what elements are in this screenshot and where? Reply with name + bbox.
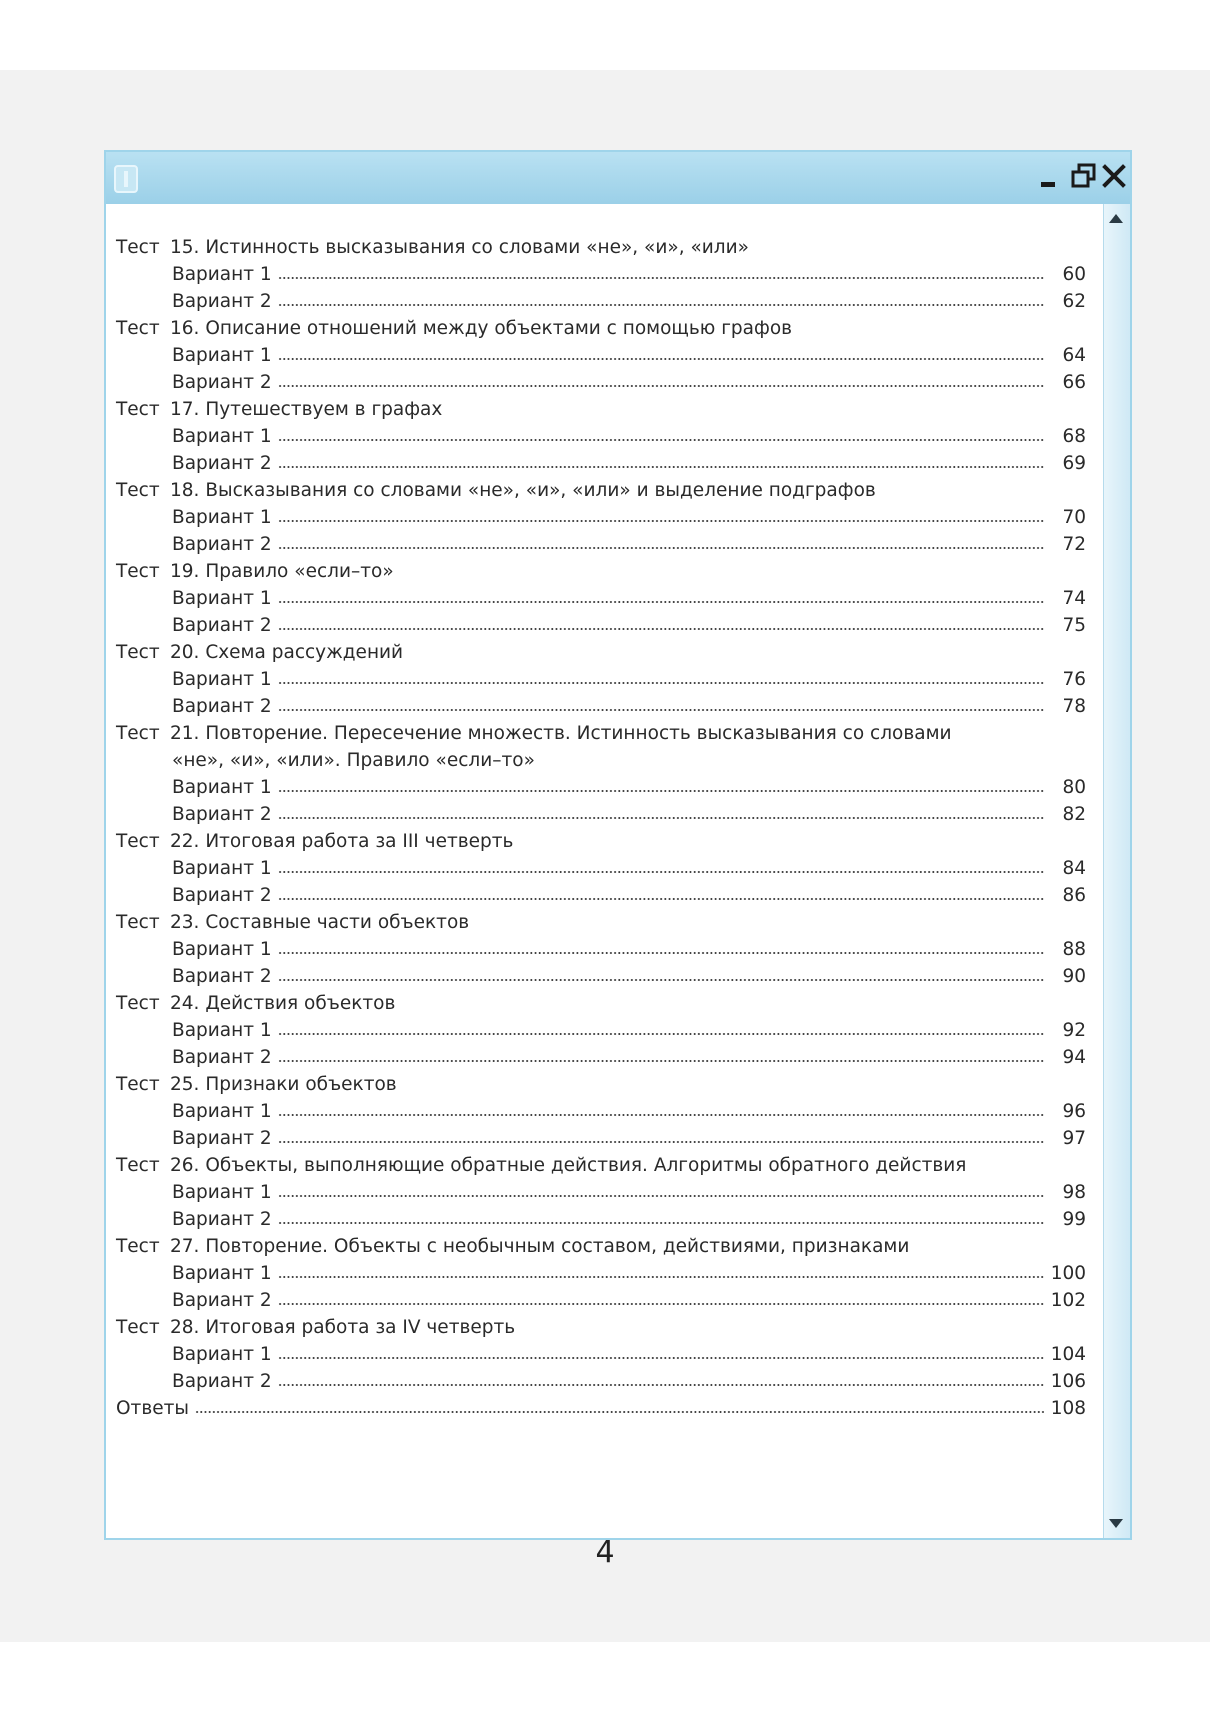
toc-test-title: Описание отношений между объектами с помощью графов [205,318,793,339]
toc-variant-name [172,450,278,477]
toc-variant-label: Вариант [172,858,255,879]
toc-variant-entry[interactable] [116,342,1086,369]
toc-variant-name [172,855,278,882]
toc-variant-label: Вариант [172,696,255,717]
toc-variant-number: 2 [259,453,272,474]
toc-test-number: 26. [170,1155,200,1176]
toc-test-label: Тест [116,831,160,852]
toc-variant-entry[interactable] [116,774,1086,801]
toc-test-label: Тест [116,480,160,501]
toc-test-label: Тест [116,561,160,582]
toc-variant-name [172,1206,278,1233]
toc-test-label: Тест [116,237,160,258]
toc-page-number: 69 [1062,453,1086,474]
toc-page-number: 98 [1062,1182,1086,1203]
toc-variant-number: 1 [259,939,272,960]
toc-test-heading [116,990,1086,1017]
toc-test-title: Повторение. Пересечение множеств. Истинность высказывания со словами [205,723,952,744]
toc-variant-entry[interactable] [116,1044,1086,1071]
toc-variant-number: 2 [259,1209,272,1230]
toc-variant-entry[interactable] [116,882,1086,909]
toc-variant-name [172,261,278,288]
toc-variant-entry[interactable] [116,801,1086,828]
scroll-track[interactable] [1104,234,1130,1508]
toc-leader-dots [278,464,1044,470]
toc-variant-entry[interactable] [116,1179,1086,1206]
toc-variant-name [172,1125,278,1152]
toc-variant-entry[interactable] [116,531,1086,558]
toc-variant-number: 2 [259,1047,272,1068]
toc-page-number: 75 [1062,615,1086,636]
toc-variant-name [172,531,278,558]
toc-variant-label: Вариант [172,507,255,528]
toc-variant-entry[interactable] [116,693,1086,720]
toc-leader-dots [278,383,1044,389]
toc-leader-dots [278,599,1044,605]
toc-variant-label: Вариант [172,966,255,987]
toc-leader-dots [278,707,1044,713]
toc-test-number: 23. [170,912,200,933]
toc-test-title: Итоговая работа за III четверть [205,831,514,852]
toc-variant-entry[interactable] [116,666,1086,693]
toc-test-title: Признаки объектов [205,1074,397,1095]
toc-page-number: 90 [1062,966,1086,987]
toc-page-number: 102 [1050,1290,1086,1311]
toc-variant-number: 1 [259,1263,272,1284]
toc-leader-dots [278,437,1044,443]
toc-variant-number: 1 [259,426,272,447]
toc-variant-name [172,1044,278,1071]
toc-variant-name [172,1287,278,1314]
toc-variant-number: 2 [259,966,272,987]
toc-test-label: Тест [116,723,160,744]
toc-variant-number: 2 [259,615,272,636]
toc-test-number: 27. [170,1236,200,1257]
toc-variant-number: 2 [259,1290,272,1311]
toc-test-title: Правило «если–то» [205,561,394,582]
toc-variant-label: Вариант [172,1344,255,1365]
toc-variant-name [172,369,278,396]
toc-page-number: 94 [1062,1047,1086,1068]
toc-variant-entry[interactable] [116,423,1086,450]
toc-variant-entry[interactable] [116,1098,1086,1125]
toc-page-number: 86 [1062,885,1086,906]
toc-leader-dots [278,1112,1044,1118]
toc-variant-entry[interactable] [116,1287,1086,1314]
toc-variant-name [172,801,278,828]
toc-variant-label: Вариант [172,804,255,825]
toc-variant-label: Вариант [172,615,255,636]
toc-variant-entry[interactable] [116,450,1086,477]
toc-leader-dots [278,1058,1044,1064]
toc-test-number: 15. [170,237,200,258]
toc-variant-entry[interactable] [116,1125,1086,1152]
toc-variant-number: 2 [259,1371,272,1392]
toc-leader-dots [278,275,1044,281]
toc-variant-label: Вариант [172,291,255,312]
toc-page-number: 64 [1062,345,1086,366]
toc-variant-entry[interactable] [116,1368,1086,1395]
toc-variant-name [172,963,278,990]
toc-page-number: 60 [1062,264,1086,285]
toc-variant-name [172,1260,278,1287]
toc-variant-number: 1 [259,264,272,285]
toc-variant-entry[interactable] [116,1260,1086,1287]
toc-page-number: 76 [1062,669,1086,690]
toc-variant-number: 1 [259,507,272,528]
toc-page-number: 70 [1062,507,1086,528]
toc-test-number: 18. [170,480,200,501]
toc-test-heading [116,396,1086,423]
toc-leader-dots [278,1031,1044,1037]
toc-test-number: 21. [170,723,200,744]
toc-variant-name [172,1341,278,1368]
toc-variant-name [172,1368,278,1395]
toc-leader-dots [278,1382,1044,1388]
toc-variant-label: Вариант [172,777,255,798]
toc-test-title: Путешествуем в графах [205,399,443,420]
toc-variant-label: Вариант [172,534,255,555]
toc-test-title-continuation: «не», «и», «или». Правило «если–то» [172,750,535,771]
toc-test-heading [116,1314,1086,1341]
toc-variant-number: 1 [259,345,272,366]
toc-variant-entry[interactable] [116,1206,1086,1233]
toc-test-label: Тест [116,1155,160,1176]
toc-variant-entry[interactable] [116,936,1086,963]
toc-variant-name [172,288,278,315]
toc-variant-label: Вариант [172,1047,255,1068]
toc-variant-name [172,882,278,909]
toc-test-number: 24. [170,993,200,1014]
toc-page-number: 92 [1062,1020,1086,1041]
toc-test-heading [116,558,1086,585]
toc-variant-name [172,1098,278,1125]
toc-variant-number: 2 [259,1128,272,1149]
toc-test-title: Действия объектов [205,993,396,1014]
toc-test-heading [116,639,1086,666]
document-window [104,150,1132,1540]
toc-variant-label: Вариант [172,1263,255,1284]
toc-leader-dots [278,302,1044,308]
toc-leader-dots [278,950,1044,956]
toc-variant-number: 2 [259,372,272,393]
toc-page-number: 106 [1050,1371,1086,1392]
toc-page-number: 82 [1062,804,1086,825]
toc-variant-label: Вариант [172,669,255,690]
toc-leader-dots [278,356,1044,362]
toc-test-label: Тест [116,912,160,933]
toc-answers-entry[interactable] [116,1395,1086,1422]
scroll-up-arrow-icon[interactable] [1109,214,1123,223]
toc-leader-dots [278,896,1044,902]
toc-test-heading [116,477,1086,504]
toc-leader-dots [278,1139,1044,1145]
toc-test-label: Тест [116,318,160,339]
toc-variant-name [172,423,278,450]
toc-variant-number: 2 [259,534,272,555]
restore-icon[interactable] [1068,160,1100,192]
toc-leader-dots [278,869,1044,875]
toc-page-number: 72 [1062,534,1086,555]
toc-variant-number: 1 [259,858,272,879]
toc-answers-label: Ответы [116,1398,190,1419]
toc-test-heading [116,720,1086,747]
toc-test-heading [116,909,1086,936]
toc-test-title: Высказывания со словами «не», «и», «или» и выделение подграфов [205,480,876,501]
toc-test-number: 16. [170,318,200,339]
toc-variant-entry[interactable] [116,1341,1086,1368]
toc-page-number: 96 [1062,1101,1086,1122]
toc-variant-name [172,666,278,693]
page-number: 4 [595,1535,615,1570]
toc-variant-number: 1 [259,1344,272,1365]
toc-variant-number: 1 [259,777,272,798]
toc-variant-label: Вариант [172,1020,255,1041]
toc-variant-entry[interactable] [116,369,1086,396]
toc-variant-name [172,1017,278,1044]
toc-variant-number: 1 [259,1182,272,1203]
app-icon [114,165,138,193]
toc-page-number: 84 [1062,858,1086,879]
toc-variant-number: 1 [259,588,272,609]
toc-variant-name [172,774,278,801]
toc-test-number: 22. [170,831,200,852]
toc-page-number: 100 [1050,1263,1086,1284]
toc-variant-label: Вариант [172,1101,255,1122]
toc-test-number: 28. [170,1317,200,1338]
toc-test-title: Повторение. Объекты с необычным составом, действиями, признаками [205,1236,910,1257]
toc-test-heading [116,315,1086,342]
toc-leader-dots [278,1301,1044,1307]
toc-variant-number: 1 [259,669,272,690]
toc-variant-number: 2 [259,804,272,825]
toc-leader-dots [278,1274,1044,1280]
toc-variant-name [172,612,278,639]
toc-test-number: 25. [170,1074,200,1095]
toc-variant-name [172,504,278,531]
toc-variant-entry[interactable] [116,585,1086,612]
toc-test-label: Тест [116,993,160,1014]
toc-page-number: 108 [1050,1398,1086,1419]
toc-leader-dots [278,626,1044,632]
vertical-scrollbar[interactable] [1103,204,1130,1538]
toc-variant-label: Вариант [172,1371,255,1392]
minimize-icon[interactable] [1034,160,1066,192]
toc-variant-label: Вариант [172,426,255,447]
toc-test-title: Составные части объектов [205,912,470,933]
toc-variant-label: Вариант [172,885,255,906]
toc-test-heading [116,1071,1086,1098]
toc-leader-dots [278,680,1044,686]
table-of-contents [116,234,1086,1422]
toc-variant-entry[interactable] [116,261,1086,288]
toc-page-number: 80 [1062,777,1086,798]
toc-leader-dots [278,977,1044,983]
toc-leader-dots [278,1193,1044,1199]
toc-page-number: 62 [1062,291,1086,312]
toc-test-title: Схема рассуждений [205,642,404,663]
toc-variant-number: 1 [259,1020,272,1041]
toc-leader-dots [278,815,1044,821]
toc-variant-label: Вариант [172,372,255,393]
scroll-down-arrow-icon[interactable] [1109,1519,1123,1528]
toc-page-number: 88 [1062,939,1086,960]
toc-leader-dots [278,518,1044,524]
toc-test-label: Тест [116,1236,160,1257]
toc-variant-entry[interactable] [116,504,1086,531]
title-bar [106,152,1130,204]
toc-test-label: Тест [116,642,160,663]
toc-test-number: 19. [170,561,200,582]
toc-test-heading [116,1233,1086,1260]
toc-test-heading [116,234,1086,261]
toc-test-title: Объекты, выполняющие обратные действия. Алгоритмы обратного действия [205,1155,967,1176]
toc-page-number: 66 [1062,372,1086,393]
toc-variant-entry[interactable] [116,855,1086,882]
toc-page-number: 104 [1050,1344,1086,1365]
toc-leader-dots [278,545,1044,551]
toc-variant-name [172,1179,278,1206]
close-icon[interactable] [1098,160,1130,192]
toc-variant-number: 1 [259,1101,272,1122]
toc-page-number: 68 [1062,426,1086,447]
toc-variant-label: Вариант [172,453,255,474]
toc-variant-name [172,585,278,612]
toc-test-title: Итоговая работа за IV четверть [205,1317,516,1338]
toc-test-number: 20. [170,642,200,663]
toc-leader-dots [278,1220,1044,1226]
toc-page-number: 74 [1062,588,1086,609]
toc-test-label: Тест [116,399,160,420]
toc-variant-name [172,342,278,369]
toc-variant-name [172,693,278,720]
toc-variant-number: 2 [259,291,272,312]
toc-test-label: Тест [116,1074,160,1095]
toc-leader-dots [278,1355,1044,1361]
toc-variant-label: Вариант [172,588,255,609]
toc-test-label: Тест [116,1317,160,1338]
toc-variant-entry[interactable] [116,612,1086,639]
toc-variant-label: Вариант [172,1290,255,1311]
toc-page-number: 97 [1062,1128,1086,1149]
toc-variant-entry[interactable] [116,288,1086,315]
toc-variant-entry[interactable] [116,1017,1086,1044]
toc-variant-label: Вариант [172,264,255,285]
toc-test-title: Истинность высказывания со словами «не», «и», «или» [205,237,749,258]
toc-variant-label: Вариант [172,1128,255,1149]
toc-variant-label: Вариант [172,345,255,366]
toc-variant-number: 2 [259,885,272,906]
toc-leader-dots [195,1409,1044,1415]
toc-variant-label: Вариант [172,939,255,960]
toc-page-number: 78 [1062,696,1086,717]
toc-test-heading [116,828,1086,855]
toc-variant-name [172,936,278,963]
toc-leader-dots [278,788,1044,794]
toc-variant-label: Вариант [172,1209,255,1230]
toc-variant-label: Вариант [172,1182,255,1203]
toc-variant-entry[interactable] [116,963,1086,990]
toc-variant-number: 2 [259,696,272,717]
toc-page-number: 99 [1062,1209,1086,1230]
toc-test-heading [116,1152,1086,1179]
toc-test-number: 17. [170,399,200,420]
